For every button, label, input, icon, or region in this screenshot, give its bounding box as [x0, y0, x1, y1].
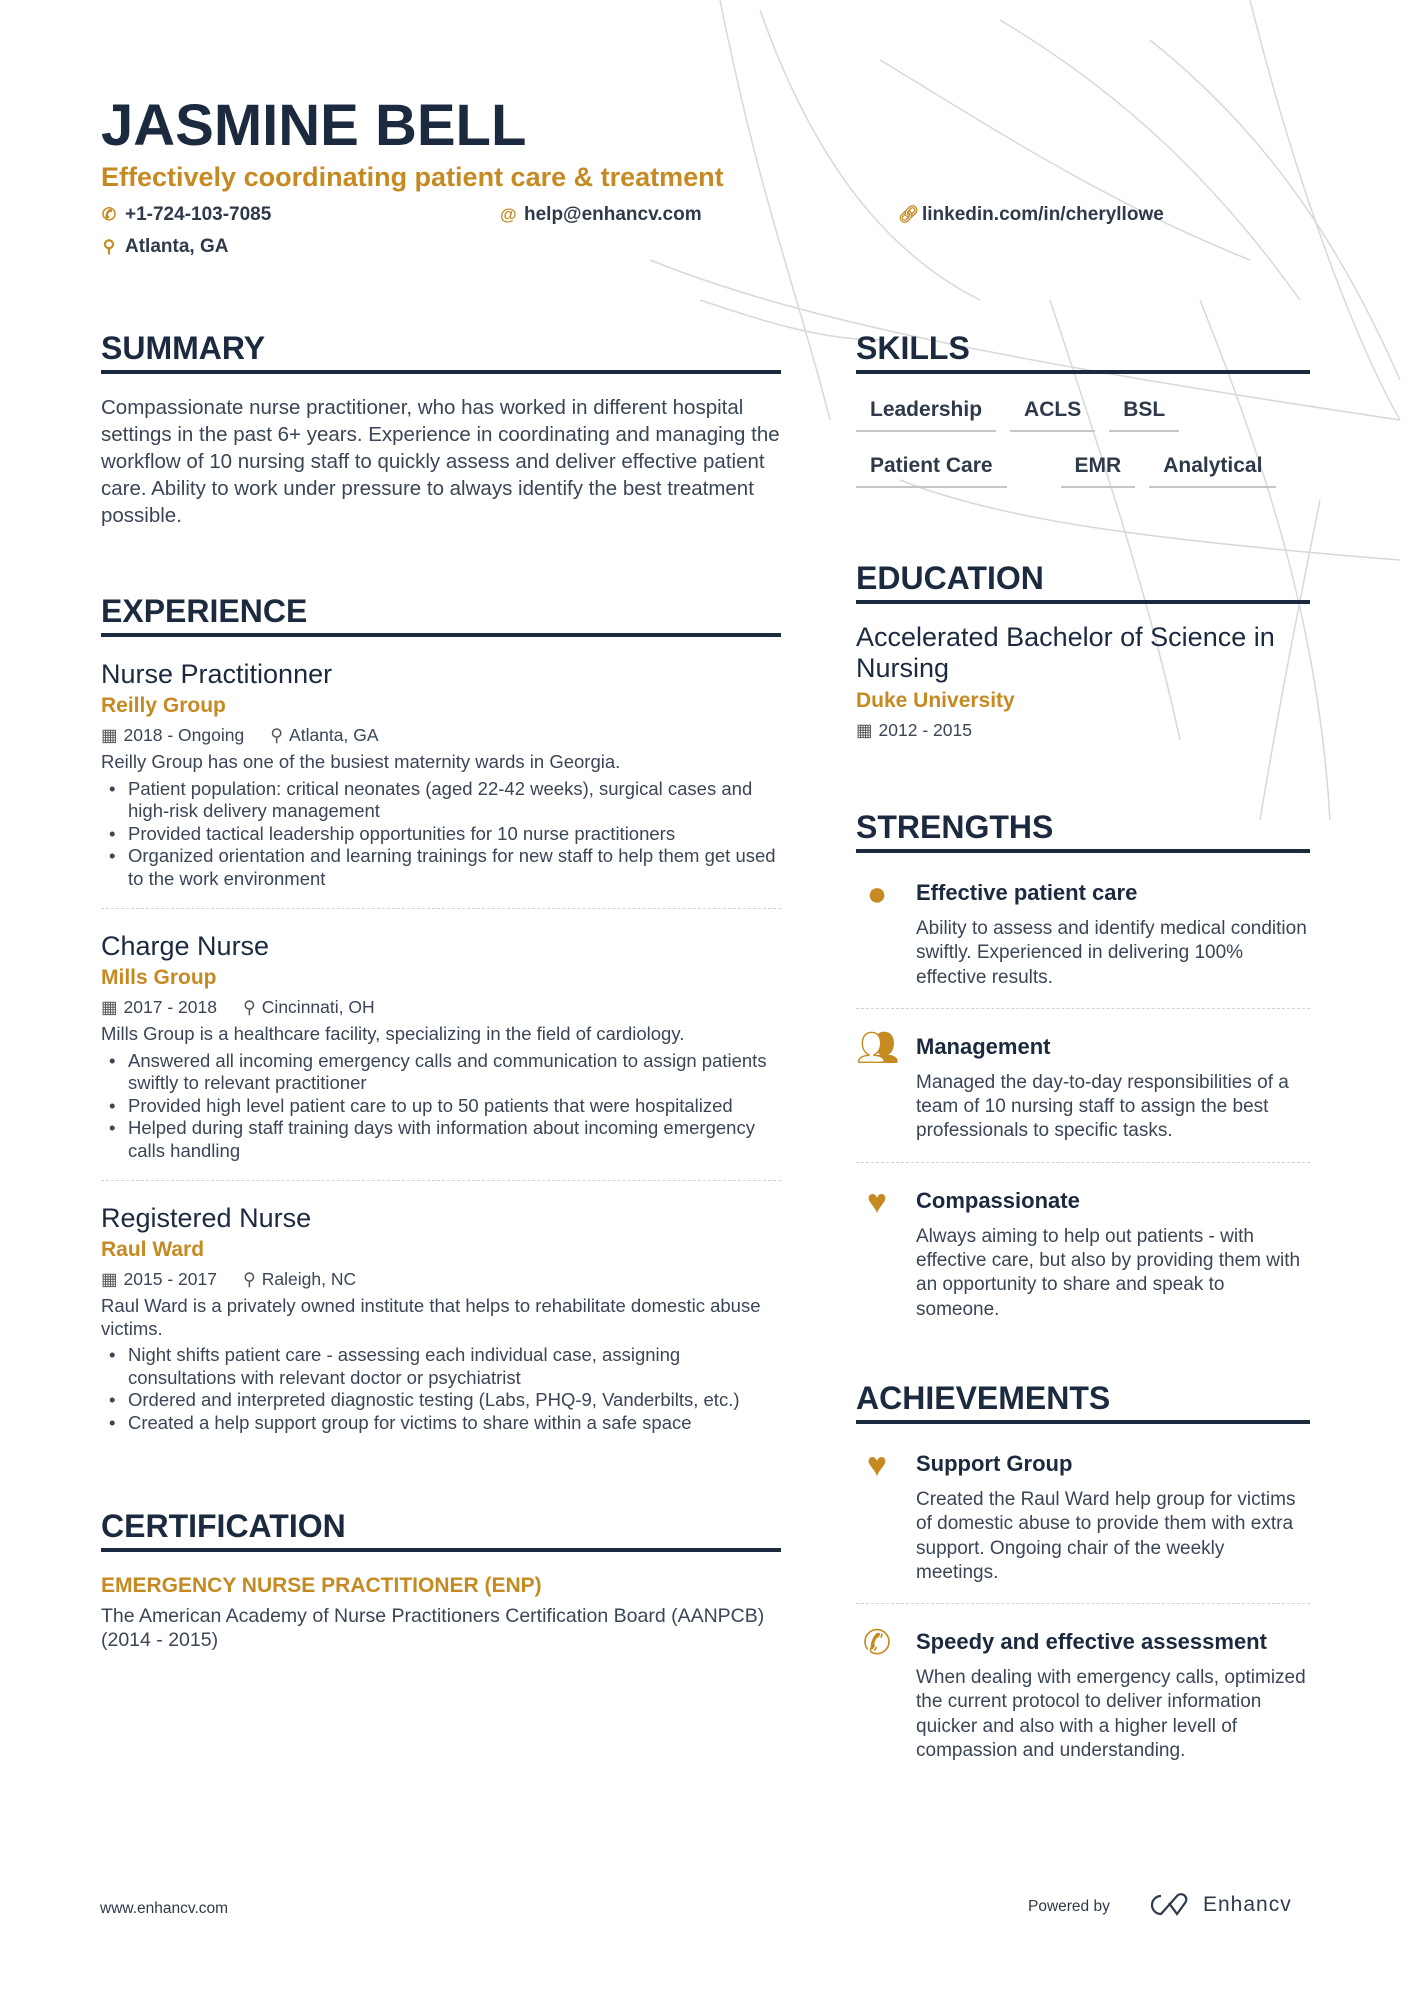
skill-tag: Leadership [856, 398, 996, 432]
job-entry [101, 657, 781, 890]
summary-text: Compassionate nurse practitioner, who has worked in different hospital settings in the past 6+ years. Experience in coordinating and managing the workflow of 10 nursing staff to quickly assess and deliver effective patient care. Ability to work under pressure to always identify the best treatment possible. [101, 396, 780, 527]
achievement-title: Support Group [916, 1451, 1073, 1476]
achievement-text: Created the Raul Ward help group for victims of domestic abuse to provide them with extra support. Ongoing chair of the weekly meetings. [916, 1489, 1296, 1583]
bullet: • Created a help support group for victims to share within a safe space [101, 1412, 781, 1435]
experience-section [101, 591, 781, 1434]
strength-title: Compassionate [916, 1187, 1080, 1213]
job-description: Mills Group is a healthcare facility, specializing in the field of cardiology. [101, 1023, 685, 1044]
skill-tag: EMR [1061, 454, 1136, 488]
location [101, 236, 228, 258]
apple-icon: ● [866, 875, 888, 913]
divider [856, 1603, 1310, 1604]
bullet: • Provided tactical leadership opportunities for 10 nurse practitioners [101, 823, 781, 846]
job-description: Reilly Group has one of the busiest maternity wards in Georgia. [101, 751, 621, 772]
skill-tag: BSL [1109, 398, 1179, 432]
strength-title: Management [916, 1033, 1051, 1059]
section-heading: CERTIFICATION [101, 1506, 781, 1552]
education-section [856, 558, 1310, 744]
achievement-text: When dealing with emergency calls, optimized the current protocol to deliver information quicker and also with a higher levell of compassion and understanding. [916, 1667, 1306, 1762]
skill-tag: Patient Care [856, 454, 1007, 488]
strength-title: Effective patient care [916, 880, 1138, 905]
job-title: Nurse Practitionner [101, 659, 333, 689]
section-heading: ACHIEVEMENTS [856, 1378, 1310, 1424]
location-text: Atlanta, GA [125, 236, 229, 257]
section-heading: STRENGTHS [856, 807, 1310, 853]
degree: Accelerated Bachelor of Science in Nursing [856, 622, 1275, 683]
company: Reilly Group [101, 694, 226, 717]
section-heading: SKILLS [856, 328, 1310, 374]
strength-text: Managed the day-to-day responsibilities of a team of 10 nursing staff to assign the best professionals to specific tasks. [916, 1071, 1289, 1142]
tagline: Effectively coordinating patient care & treatment [101, 162, 724, 192]
strength-text: Always aiming to help out patients - with effective care, but also by providing them with an opportunity to share and speak to someone. [916, 1225, 1301, 1320]
bullet: • Answered all incoming emergency calls and communication to assign patients swiftly to relevant practitioner [101, 1050, 781, 1095]
job-entry [101, 929, 781, 1162]
hand-heart-icon: ♥ [866, 1446, 888, 1484]
at-icon: @ [500, 205, 517, 224]
heartbeat-icon: ♥ [866, 1182, 888, 1221]
job-dates: 2017 - 2018 [123, 997, 217, 1017]
summary-section [101, 328, 781, 529]
linkedin-text[interactable]: linkedin.com/in/cheryllowe [922, 204, 1164, 225]
job-description: Raul Ward is a privately owned institute that helps to rehabilitate domestic abuse victims. [101, 1295, 761, 1339]
strength-item [856, 875, 1310, 990]
map-pin-icon: ⚲ [242, 1269, 256, 1289]
phone [101, 204, 271, 226]
strengths-section [856, 807, 1310, 1322]
map-pin-icon: ⚲ [102, 237, 116, 256]
job-title: Registered Nurse [101, 1203, 312, 1233]
job-location: Atlanta, GA [289, 725, 379, 745]
skill-tag: ACLS [1010, 398, 1095, 432]
achievements-section [856, 1378, 1310, 1763]
calendar-icon: ▦ [101, 725, 118, 745]
bullet: • Organized orientation and learning trainings for new staff to help them get used to the work environment [101, 845, 781, 890]
job-location: Cincinnati, OH [261, 997, 375, 1017]
school: Duke University [856, 689, 1015, 712]
job-title: Charge Nurse [101, 931, 270, 961]
candidate-name: JASMINE BELL [101, 93, 527, 158]
email-text[interactable]: help@enhancv.com [524, 204, 702, 225]
phone-icon: ✆ [101, 205, 117, 224]
phone-text: +1-724-103-7085 [125, 204, 272, 225]
achievement-item [856, 1446, 1310, 1585]
divider [856, 1008, 1310, 1009]
footer-powered-by: Powered by [1028, 1898, 1110, 1915]
strength-item [856, 1183, 1310, 1322]
achievement-title: Speedy and effective assessment [916, 1629, 1267, 1655]
skills-section [856, 328, 1310, 488]
job-dates: 2018 - Ongoing [123, 725, 245, 745]
job-dates: 2015 - 2017 [123, 1269, 217, 1289]
footer-website[interactable]: www.enhancv.com [100, 1900, 229, 1917]
users-icon: 👥︎ [856, 1028, 900, 1067]
phone-icon: ✆ [862, 1624, 892, 1663]
section-heading: EXPERIENCE [101, 591, 781, 637]
link-icon: 🔗︎ [898, 205, 920, 224]
divider [856, 1162, 1310, 1163]
bullet: • Helped during staff training days with information about incoming emergency calls handling [101, 1117, 781, 1162]
bullet: • Provided high level patient care to up to 50 patients that were hospitalized [101, 1095, 781, 1118]
divider [101, 908, 781, 909]
job-location: Raleigh, NC [261, 1269, 357, 1289]
enhancv-logo-icon [1147, 1893, 1193, 1917]
bullet: • Ordered and interpreted diagnostic testing (Labs, PHQ-9, Vanderbilts, etc.) [101, 1389, 781, 1412]
education-dates: 2012 - 2015 [878, 720, 972, 740]
bullet: • Night shifts patient care - assessing each individual case, assigning consultations with relevant doctor or psychiatrist [101, 1344, 781, 1389]
map-pin-icon: ⚲ [270, 725, 284, 745]
calendar-icon: ▦ [856, 720, 873, 740]
calendar-icon: ▦ [101, 997, 118, 1017]
company: Mills Group [101, 966, 217, 989]
section-heading: EDUCATION [856, 558, 1310, 604]
linkedin[interactable] [898, 204, 1164, 226]
certification-text: The American Academy of Nurse Practitioners Certification Board (AANPCB) (2014 - 2015) [101, 1605, 765, 1651]
enhancv-logo[interactable] [1147, 1893, 1292, 1917]
strength-item [856, 1029, 1310, 1144]
certification-section [101, 1506, 781, 1652]
achievement-item [856, 1624, 1310, 1763]
strength-text: Ability to assess and identify medical condition swiftly. Experienced in delivering 100% effective results. [916, 918, 1307, 988]
bullet: • Patient population: critical neonates (aged 22-42 weeks), surgical cases and high-risk delivery management [101, 778, 781, 823]
brand-name: Enhancv [1203, 1893, 1292, 1916]
certification-title: EMERGENCY NURSE PRACTITIONER (ENP) [101, 1574, 542, 1597]
section-heading: SUMMARY [101, 328, 781, 374]
map-pin-icon: ⚲ [242, 997, 256, 1017]
calendar-icon: ▦ [101, 1269, 118, 1289]
skill-tag: Analytical [1149, 454, 1276, 488]
divider [101, 1180, 781, 1181]
email[interactable] [500, 204, 702, 226]
company: Raul Ward [101, 1238, 205, 1261]
job-entry [101, 1201, 781, 1434]
